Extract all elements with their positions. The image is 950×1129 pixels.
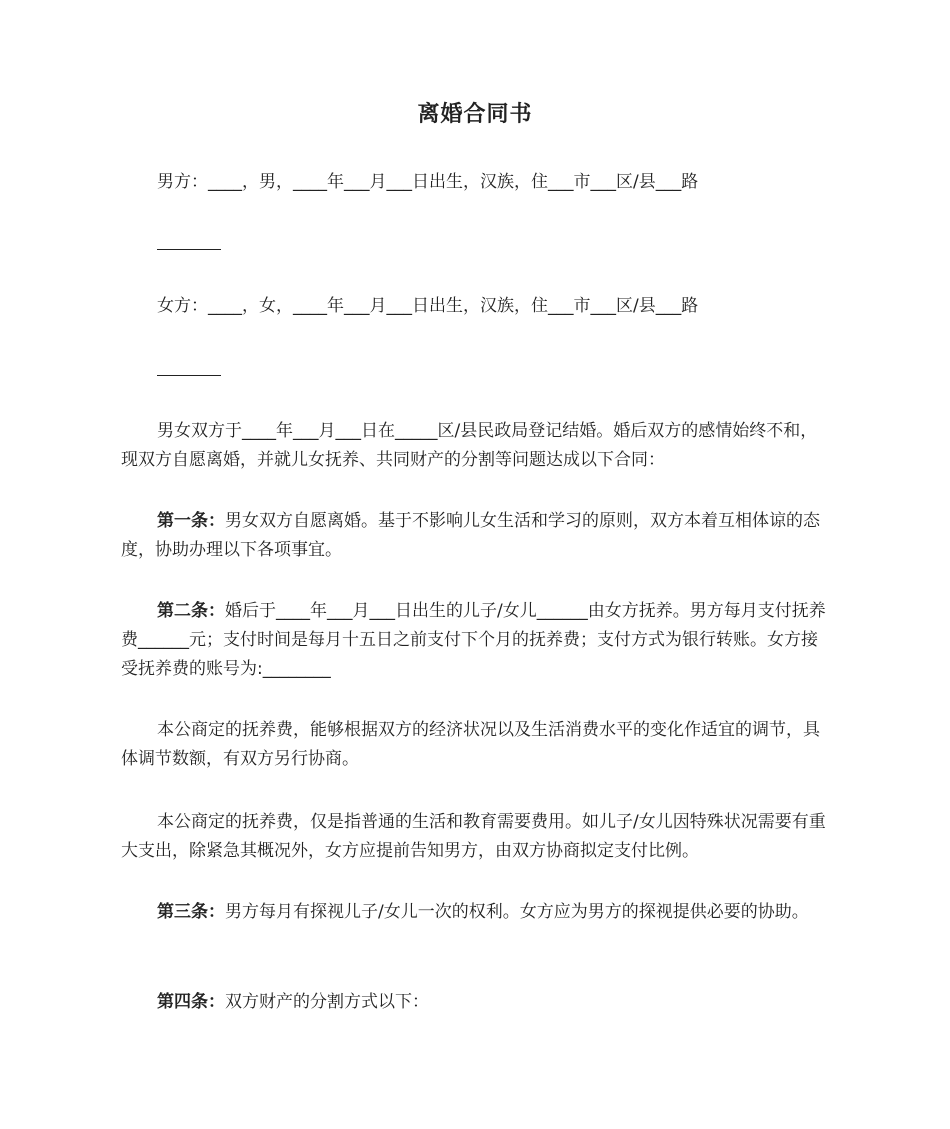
article-1-label: 第一条： bbox=[157, 511, 225, 531]
support-scope-paragraph: 本公商定的抚养费，仅是指普通的生活和教育需要费用。如儿子/女儿因特殊状况需要有重大支出，除紧急其概况外，女方应提前告知男方，由双方协商拟定支付比例。 bbox=[121, 812, 826, 861]
article-2-label: 第二条： bbox=[157, 601, 225, 621]
male-address-blank bbox=[157, 249, 221, 250]
article-4 bbox=[121, 988, 833, 1017]
article-3-label: 第三条： bbox=[157, 902, 225, 922]
male-party-line: 男方：____，男，____年___月___日出生，汉族，住___市___区/县___路 bbox=[157, 172, 699, 192]
article-4-text: 双方财产的分割方式以下： bbox=[225, 992, 429, 1012]
female-address-blank bbox=[157, 375, 221, 376]
article-1-text: 男女双方自愿离婚。基于不影响儿女生活和学习的原则，双方本着互相体谅的态度，协助办理以下各项事宜。 bbox=[121, 511, 820, 560]
article-4-label: 第四条： bbox=[157, 992, 225, 1012]
article-2-text: 婚后于____年___月___日出生的儿子/女儿______由女方抚养。男方每月支付抚养费______元；支付时间是每月十五日之前支付下个月的抚养费；支付方式为银行转账。女方接受抚养费的账号为:________ bbox=[121, 601, 826, 679]
article-3-text: 男方每月有探视儿子/女儿一次的权利。女方应为男方的探视提供必要的协助。 bbox=[225, 902, 809, 922]
article-1 bbox=[121, 507, 833, 565]
intro-paragraph: 男女双方于____年___月___日在_____区/县民政局登记结婚。婚后双方的感情始终不和，现双方自愿离婚，并就儿女抚养、共同财产的分割等问题达成以下合同： bbox=[121, 421, 818, 470]
support-adjust-paragraph: 本公商定的抚养费，能够根据双方的经济状况以及生活消费水平的变化作适宜的调节，具体调节数额，有双方另行协商。 bbox=[121, 720, 820, 769]
article-2 bbox=[121, 597, 833, 684]
document-title: 离婚合同书 bbox=[417, 102, 533, 127]
article-3 bbox=[121, 898, 833, 927]
female-party-line: 女方：____，女，____年___月___日出生，汉族，住___市___区/县___路 bbox=[157, 296, 699, 316]
